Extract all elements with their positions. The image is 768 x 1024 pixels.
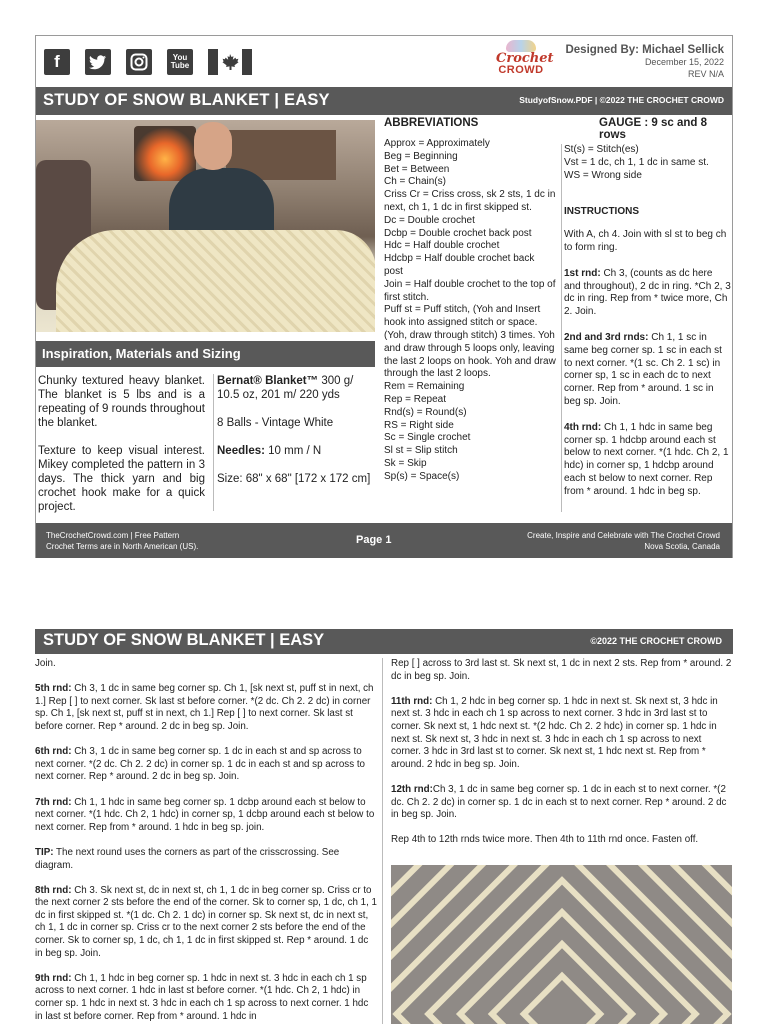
round-9: 9th rnd: Ch 1, 1 hdc in beg corner sp. 1 hdc in next st. 3 hdc in each ch 1 sp across to next corner. 1 hdc in last st before corner. *(1 hdc. Ch 2, 1 hdc) in corner sp. 1 hdc in next st. 3 hdc in each ch 1 sp across to next corner. 1 hdc in last st before corner. Rep from * around. 1 hdc in bbox=[35, 972, 369, 1022]
tip: TIP: The next round uses the corners as part of the crisscrossing. See diagram. bbox=[35, 846, 340, 871]
abbreviation-item: WS = Wrong side bbox=[564, 169, 642, 181]
canada-flag-icon bbox=[208, 49, 252, 75]
footer-right bbox=[527, 530, 720, 552]
inspiration-text bbox=[38, 374, 205, 528]
abbreviation-item: Rnd(s) = Round(s) bbox=[384, 406, 467, 418]
footer-slogan: Create, Inspire and Celebrate with The Crochet Crowd bbox=[527, 531, 720, 540]
abbreviations-list bbox=[384, 138, 556, 484]
page-title: STUDY OF SNOW BLANKET | EASY bbox=[43, 631, 325, 649]
logo-text-crowd: CROWD bbox=[498, 64, 544, 76]
abbreviation-item: Dc = Double crochet bbox=[384, 214, 475, 226]
abbreviation-item: Beg = Beginning bbox=[384, 150, 458, 162]
yarn-line: Bernat® Blanket™ 300 g/ 10.5 oz, 201 m/ 220 yds bbox=[217, 375, 354, 401]
revision: REV N/A bbox=[687, 69, 724, 79]
facebook-icon[interactable]: f bbox=[44, 49, 70, 75]
page-two-title-bar bbox=[35, 629, 733, 654]
abbreviations-heading: ABBREVIATIONS bbox=[384, 117, 479, 129]
instructions-intro: With A, ch 4. Join with sl st to beg ch to form ring. bbox=[564, 229, 727, 253]
round-7: 7th rnd: Ch 1, 1 hdc in same beg corner sp. 1 dcbp around each st below to next corner. *(1 hdc. Ch 2, 1 hdc) in corner sp, 1 dcbp around each st below to next corner. Rep from * around. 1 hdc in beg sp. join. bbox=[35, 796, 375, 833]
round-8: 8th rnd: Ch 3. Sk next st, dc in next st, ch 1, 1 dc in beg corner sp. Criss cr to the next corner 2 sts before the end of the corner. Sk to corner sp, 1 dc, ch 1, 1 dc in first skipped st. *(1 dc. Ch 2. 1 dc) in corner sp. Sk next st, dc in next st, ch 1, 1 dc in corner sp. Criss cr to the next corner 2 sts before the end of the corner. Sk to corner sp, 1 dc, ch 1, 1 dc in first skipped st. Rep * around. 1 dc in beg sp. Join. bbox=[35, 884, 377, 959]
abbreviation-item: Approx = Approximately bbox=[384, 138, 490, 149]
abbreviation-item: Rem = Remaining bbox=[384, 381, 465, 393]
round-5: 5th rnd: Ch 3, 1 dc in same beg corner sp. Ch 1, [sk next st, puff st in next, ch 1.] Rep [ ] to next corner. Sk last st before corner. *(2 dc. Ch 2. 2 dc) in corner sp. Ch 1, [sk next st, puff st in next, ch 1.] Rep [ ] to next corner. Sk last st before corner. Rep * around. 2 dc in beg sp. Join. bbox=[35, 683, 374, 732]
round-4: 4th rnd: Ch 1, 1 hdc in same beg corner sp. 1 hdcbp around each st below to next corner. *(1 hdc. Ch 2, 1 hdc) in corner sp, 1 hdcbp around each st below to next corner. Rep from * around. 1 hdc in beg sp. bbox=[564, 421, 729, 497]
page-two-left-column bbox=[35, 658, 378, 1024]
blanket-closeup-photo bbox=[391, 865, 732, 1024]
abbreviation-item: Hdc = Half double crochet bbox=[384, 240, 500, 252]
needles-line: Needles: 10 mm / N bbox=[217, 445, 322, 457]
designer-info bbox=[565, 44, 724, 80]
page-title-bar bbox=[36, 87, 732, 115]
abbreviation-item: Sp(s) = Space(s) bbox=[384, 470, 460, 482]
repeat-instructions: Rep 4th to 12th rnds twice more. Then 4th to 11th rnd once. Fasten off. bbox=[391, 834, 699, 846]
page-number: Page 1 bbox=[356, 534, 392, 546]
gauge: GAUGE : 9 sc and 8 rows bbox=[599, 117, 708, 141]
page-title: STUDY OF SNOW BLANKET | EASY bbox=[43, 91, 330, 109]
instructions-heading: INSTRUCTIONS bbox=[564, 206, 639, 218]
round-11: 11th rnd: Ch 1, 2 hdc in beg corner sp. 1 hdc in next st. Sk next st, 3 hdc in next st. 3 hdc in each ch 1 sp across to next corner. 3 hdc in 3rd last st to corner. Sk next st, 1 hdc next st. *(2 hdc. Ch 2. 2 hdc) in corner sp. 1 hdc in next st. Sk next st, 3 hdc in next st. 3 hdc in each ch 1 sp across to next corner. 3 hdc in 3rd last st to corner. Sk next st, 1 hdc next st. Rep from * around. 2 hdc in beg sp. Join. bbox=[391, 695, 718, 770]
round-6: 6th rnd: Ch 3, 1 dc in same beg corner sp. 1 dc in each st and sp across to next corner. *(2 dc. Ch 2. 2 dc) in corner sp. 1 dc in each st and sp across to next corner. Rep * around. 2 dc in beg sp. Join. bbox=[35, 746, 365, 783]
abbreviation-item: Hdcbp = Half double crochet back post bbox=[384, 253, 535, 277]
materials-list bbox=[213, 374, 373, 511]
abbreviation-item: RS = Right side bbox=[384, 419, 454, 431]
footer-terms: Crochet Terms are in North American (US). bbox=[46, 542, 199, 551]
abbreviation-item: Sl st = Slip stitch bbox=[384, 445, 458, 457]
section-heading: Inspiration, Materials and Sizing bbox=[36, 341, 375, 367]
page-two-right-column bbox=[382, 658, 733, 1024]
crochet-crowd-logo bbox=[496, 40, 554, 80]
abbreviation-item: Ch = Chain(s) bbox=[384, 176, 446, 188]
page-one bbox=[35, 35, 733, 558]
inspiration-paragraph: Chunky textured heavy blanket. The blanket is 5 lbs and is a repeating of 9 rounds throughout the blanket. bbox=[38, 375, 205, 429]
youtube-bottom-text: Tube bbox=[170, 61, 190, 70]
balls-line: 8 Balls - Vintage White bbox=[217, 417, 334, 429]
round-1: 1st rnd: Ch 3, (counts as dc here and throughout), 2 dc in ring. *Ch 2, 3 dc in ring. Rep from * twice more, Ch 2. Join. bbox=[564, 267, 731, 318]
instructions-column bbox=[561, 144, 731, 512]
twitter-icon[interactable] bbox=[85, 49, 111, 75]
round-10-continued: Rep [ ] across to 3rd last st. Sk next st, 1 dc in next 2 sts. Rep from * around. 2 dc in beg sp. Join. bbox=[391, 658, 732, 682]
page-footer bbox=[36, 523, 732, 558]
copyright: ©2022 THE CROCHET CROWD bbox=[590, 636, 722, 646]
round-12: 12th rnd:Ch 3, 1 dc in same beg corner sp. 1 dc in each st to next corner. *(2 dc. Ch 2. 2 dc) in corner sp. 1 dc in each st to next corner. Rep * around. 2 dc in beg sp. Join. bbox=[391, 783, 727, 821]
blanket-photo bbox=[36, 120, 375, 332]
abbreviation-item: Puff st = Puff stitch, (Yoh and Insert hook into assigned stitch or space. (Yoh, draw through stitch) 3 times. Yoh and draw through 5 loops only, leaving the last 2 loops on hook. Yoh and draw through the last 2 loops. bbox=[384, 304, 556, 380]
abbreviation-item: Dcbp = Double crochet back post bbox=[384, 227, 532, 239]
abbreviation-item: St(s) = Stitch(es) bbox=[564, 144, 639, 155]
inspiration-paragraph: Texture to keep visual interest. Mikey completed the pattern in 3 days. The thick yarn and big crochet hook make for a quick project. bbox=[38, 445, 205, 513]
footer-location: Nova Scotia, Canada bbox=[644, 542, 720, 551]
join-text: Join. bbox=[35, 658, 56, 669]
abbreviation-item: Rep = Repeat bbox=[384, 393, 446, 405]
abbreviation-item: Vst = 1 dc, ch 1, 1 dc in same st. bbox=[564, 156, 709, 168]
logo-text-crochet: Crochet bbox=[496, 51, 554, 66]
youtube-top-text: You bbox=[172, 53, 188, 62]
youtube-icon[interactable] bbox=[167, 49, 193, 75]
file-copyright: StudyofSnow.PDF | ©2022 THE CROCHET CROWD bbox=[519, 95, 724, 105]
abbreviation-item: Criss Cr = Criss cross, sk 2 sts, 1 dc in next, ch 1, 1 dc in first skipped st. bbox=[384, 189, 556, 213]
round-2-3: 2nd and 3rd rnds: Ch 1, 1 sc in same beg corner sp. 1 sc in each st to next corner. *(1 sc. Ch 2. 1 sc) in corner sp, 1 sc in each dc to next corner. Rep from * around. 1 sc in beg sp. Join. bbox=[564, 331, 722, 407]
pattern-date: December 15, 2022 bbox=[644, 57, 724, 67]
instagram-icon[interactable] bbox=[126, 49, 152, 75]
abbreviation-item: Join = Half double crochet to the top of first stitch. bbox=[384, 278, 556, 303]
abbreviation-item: Bet = Between bbox=[384, 163, 450, 175]
abbreviation-item: Sk = Skip bbox=[384, 457, 427, 469]
size-line: Size: 68" x 68" [172 x 172 cm] bbox=[217, 473, 371, 485]
abbreviation-item: Sc = Single crochet bbox=[384, 432, 471, 444]
footer-left bbox=[46, 530, 198, 552]
social-icons bbox=[44, 49, 252, 75]
footer-site: TheCrochetCrowd.com | Free Pattern bbox=[46, 531, 180, 540]
designed-by: Designed By: Michael Sellick bbox=[565, 44, 724, 56]
